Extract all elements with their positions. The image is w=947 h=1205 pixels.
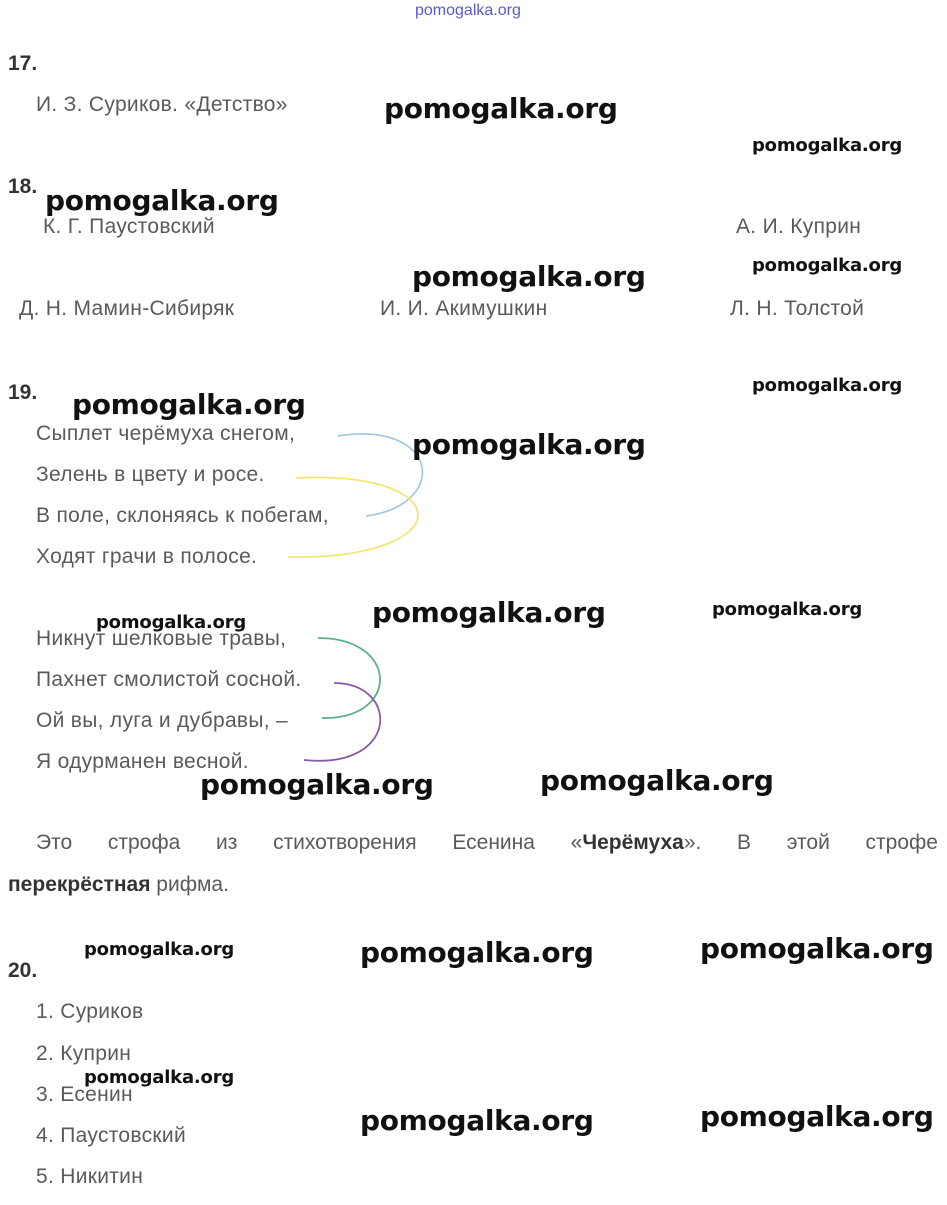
question-19-number: 19. <box>8 381 38 404</box>
watermark: pomogalka.org <box>45 184 279 217</box>
word: стихотворения <box>273 831 417 854</box>
poem-line: Пахнет смолистой сосной. <box>36 668 302 691</box>
word: этой <box>786 831 830 854</box>
watermark: pomogalka.org <box>72 388 306 421</box>
word: Это <box>36 831 73 854</box>
watermark: pomogalka.org <box>752 375 903 396</box>
watermark: pomogalka.org <box>372 596 606 629</box>
watermark: pomogalka.org <box>96 612 247 633</box>
list-item: 1. Суриков <box>36 1000 144 1023</box>
list-item: 3. Есенин <box>36 1083 133 1106</box>
word: строфе <box>865 831 938 854</box>
conclusion-line-1 <box>36 822 938 864</box>
watermark: pomogalka.org <box>384 92 618 125</box>
poem-line: Я одурманен весной. <box>36 750 249 773</box>
rhyme-arc-b1 <box>288 477 418 557</box>
author-kuprin: А. И. Куприн <box>736 215 862 238</box>
author-akimushkin: И. И. Акимушкин <box>380 297 548 320</box>
word: строфа <box>107 831 181 854</box>
watermark: pomogalka.org <box>412 428 646 461</box>
rhyme-type: перекрёстная <box>8 873 151 896</box>
rhyme-arc-b2 <box>304 683 380 761</box>
poem-line: Сыплет черёмуха снегом, <box>36 422 296 445</box>
watermark: pomogalka.org <box>200 768 434 801</box>
watermark: pomogalka.org <box>752 135 903 156</box>
watermark: pomogalka.org <box>712 599 863 620</box>
watermark: pomogalka.org <box>360 936 594 969</box>
poem-line: Ходят грачи в полосе. <box>36 545 258 568</box>
conclusion-line-2 <box>8 864 229 906</box>
question-20-number: 20. <box>8 959 38 982</box>
watermark: pomogalka.org <box>84 1067 235 1088</box>
watermark: pomogalka.org <box>360 1104 594 1137</box>
conclusion-end: рифма. <box>150 873 229 896</box>
poem-line: Никнут шелковые травы, <box>36 627 287 650</box>
list-item: 2. Куприн <box>36 1042 132 1065</box>
poem-title: «Черёмуха». <box>570 831 702 854</box>
word: из <box>216 831 238 854</box>
poem-line: Зелень в цвету и росе. <box>36 463 265 486</box>
watermark: pomogalka.org <box>752 255 903 276</box>
list-item: 4. Паустовский <box>36 1124 186 1147</box>
poem-title-name: Черёмуха <box>582 831 684 854</box>
rhyme-arc-a1 <box>338 434 422 516</box>
rhyme-arc-a2 <box>318 638 380 718</box>
word: Есенина <box>452 831 535 854</box>
watermark: pomogalka.org <box>84 939 235 960</box>
list-item: 5. Никитин <box>36 1165 144 1188</box>
word: В <box>737 831 752 854</box>
question-17-answer: И. З. Суриков. «Детство» <box>36 93 288 116</box>
poem-line: В поле, склоняясь к побегам, <box>36 504 329 527</box>
watermark: pomogalka.org <box>700 1100 934 1133</box>
watermark: pomogalka.org <box>540 764 774 797</box>
author-mamin-sibiryak: Д. Н. Мамин-Сибиряк <box>19 297 235 320</box>
top-watermark: pomogalka.org <box>415 2 521 19</box>
question-18-number: 18. <box>8 175 38 198</box>
author-tolstoy: Л. Н. Толстой <box>730 297 865 320</box>
watermark: pomogalka.org <box>700 932 934 965</box>
question-17-number: 17. <box>8 52 38 75</box>
watermark: pomogalka.org <box>412 260 646 293</box>
poem-line: Ой вы, луга и дубравы, – <box>36 709 289 732</box>
author-paustovsky: К. Г. Паустовский <box>43 215 215 238</box>
